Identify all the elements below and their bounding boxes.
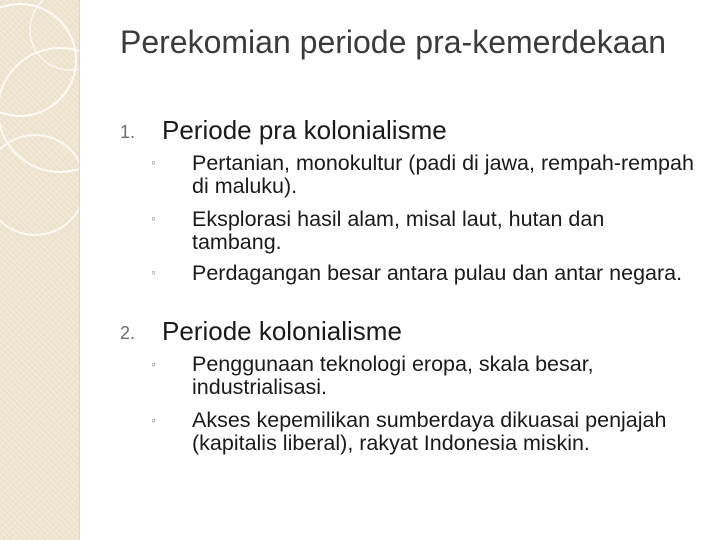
bullet-item: Eksplorasi hasil alam, misal laut, hutan dan tambang. bbox=[192, 207, 605, 254]
bullet-marker: ◦ bbox=[151, 154, 156, 170]
bullet-item: Perdagangan besar antara pulau dan antar negara. bbox=[192, 261, 683, 285]
section-heading: Periode kolonialisme bbox=[162, 316, 402, 346]
bullet-marker: ◦ bbox=[151, 412, 156, 428]
bullet-marker: ◦ bbox=[151, 210, 156, 226]
section-number: 1. bbox=[120, 122, 136, 142]
bullet-marker: ◦ bbox=[151, 356, 156, 372]
bullet-item: Penggunaan teknologi eropa, skala besar, industrialisasi. bbox=[192, 352, 594, 399]
bullet-item: Pertanian, monokultur (padi di jawa, rempah-rempah di maluku). bbox=[192, 151, 694, 198]
bullet-item: Akses kepemilikan sumberdaya dikuasai penjajah (kapitalis liberal), rakyat Indonesia miskin. bbox=[192, 408, 667, 455]
slide-title: Perekomian periode pra-kemerdekaan bbox=[120, 24, 667, 60]
section-heading: Periode pra kolonialisme bbox=[162, 115, 447, 145]
bullet-marker: ◦ bbox=[151, 264, 156, 280]
section-number: 2. bbox=[120, 323, 136, 343]
